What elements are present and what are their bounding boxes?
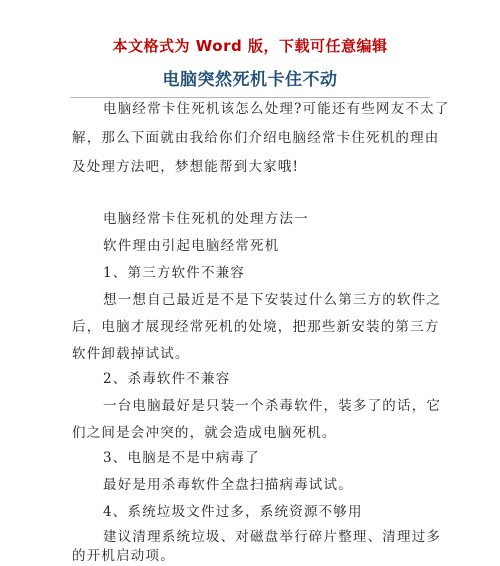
paragraph-line: 解，那么下面就由我给你们介绍电脑经常卡住死机的理由 (72, 130, 440, 146)
paragraph-line: 想一想自己最近是不是下安装过什么第三方的软件之 (103, 292, 442, 308)
list-item-heading: 2、杀毒软件不兼容 (103, 371, 231, 387)
paragraph-line: 最好是用杀毒软件全盘扫描病毒试试。 (103, 477, 353, 493)
paragraph-line: 一台电脑最好是只装一个杀毒软件，装多了的话，它 (103, 398, 442, 414)
paragraph-line: 软件卸载掉试试。 (72, 346, 190, 362)
document-title: 电脑突然死机卡住不动 (162, 70, 338, 90)
paragraph-line: 及处理方法吧，梦想能帮到大家哦! (72, 159, 300, 175)
section-heading: 电脑经常卡住死机的处理方法一 (103, 211, 309, 227)
paragraph-line: 建议清理系统垃圾、对磁盘举行碎片整理、清理过多 (103, 529, 442, 545)
format-notice-banner: 本文格式为 Word 版，下载可任意编辑 (112, 37, 388, 55)
list-item-heading: 1、第三方软件不兼容 (103, 265, 246, 281)
paragraph-line: 的开机启动项。 (72, 548, 175, 564)
paragraph-line: 们之间是会冲突的，就会造成电脑死机。 (72, 425, 337, 441)
header-divider (70, 97, 430, 98)
paragraph-line: 电脑经常卡住死机该怎么处理?可能还有些网友不太了 (103, 101, 450, 117)
list-item-heading: 3、电脑是不是中病毒了 (103, 450, 260, 466)
paragraph-line: 后，电脑才展现经常死机的处境，把那些新安装的第三方 (72, 319, 440, 335)
section-subheading: 软件理由引起电脑经常死机 (103, 238, 280, 254)
list-item-heading: 4、系统垃圾文件过多，系统资源不够用 (103, 504, 363, 520)
